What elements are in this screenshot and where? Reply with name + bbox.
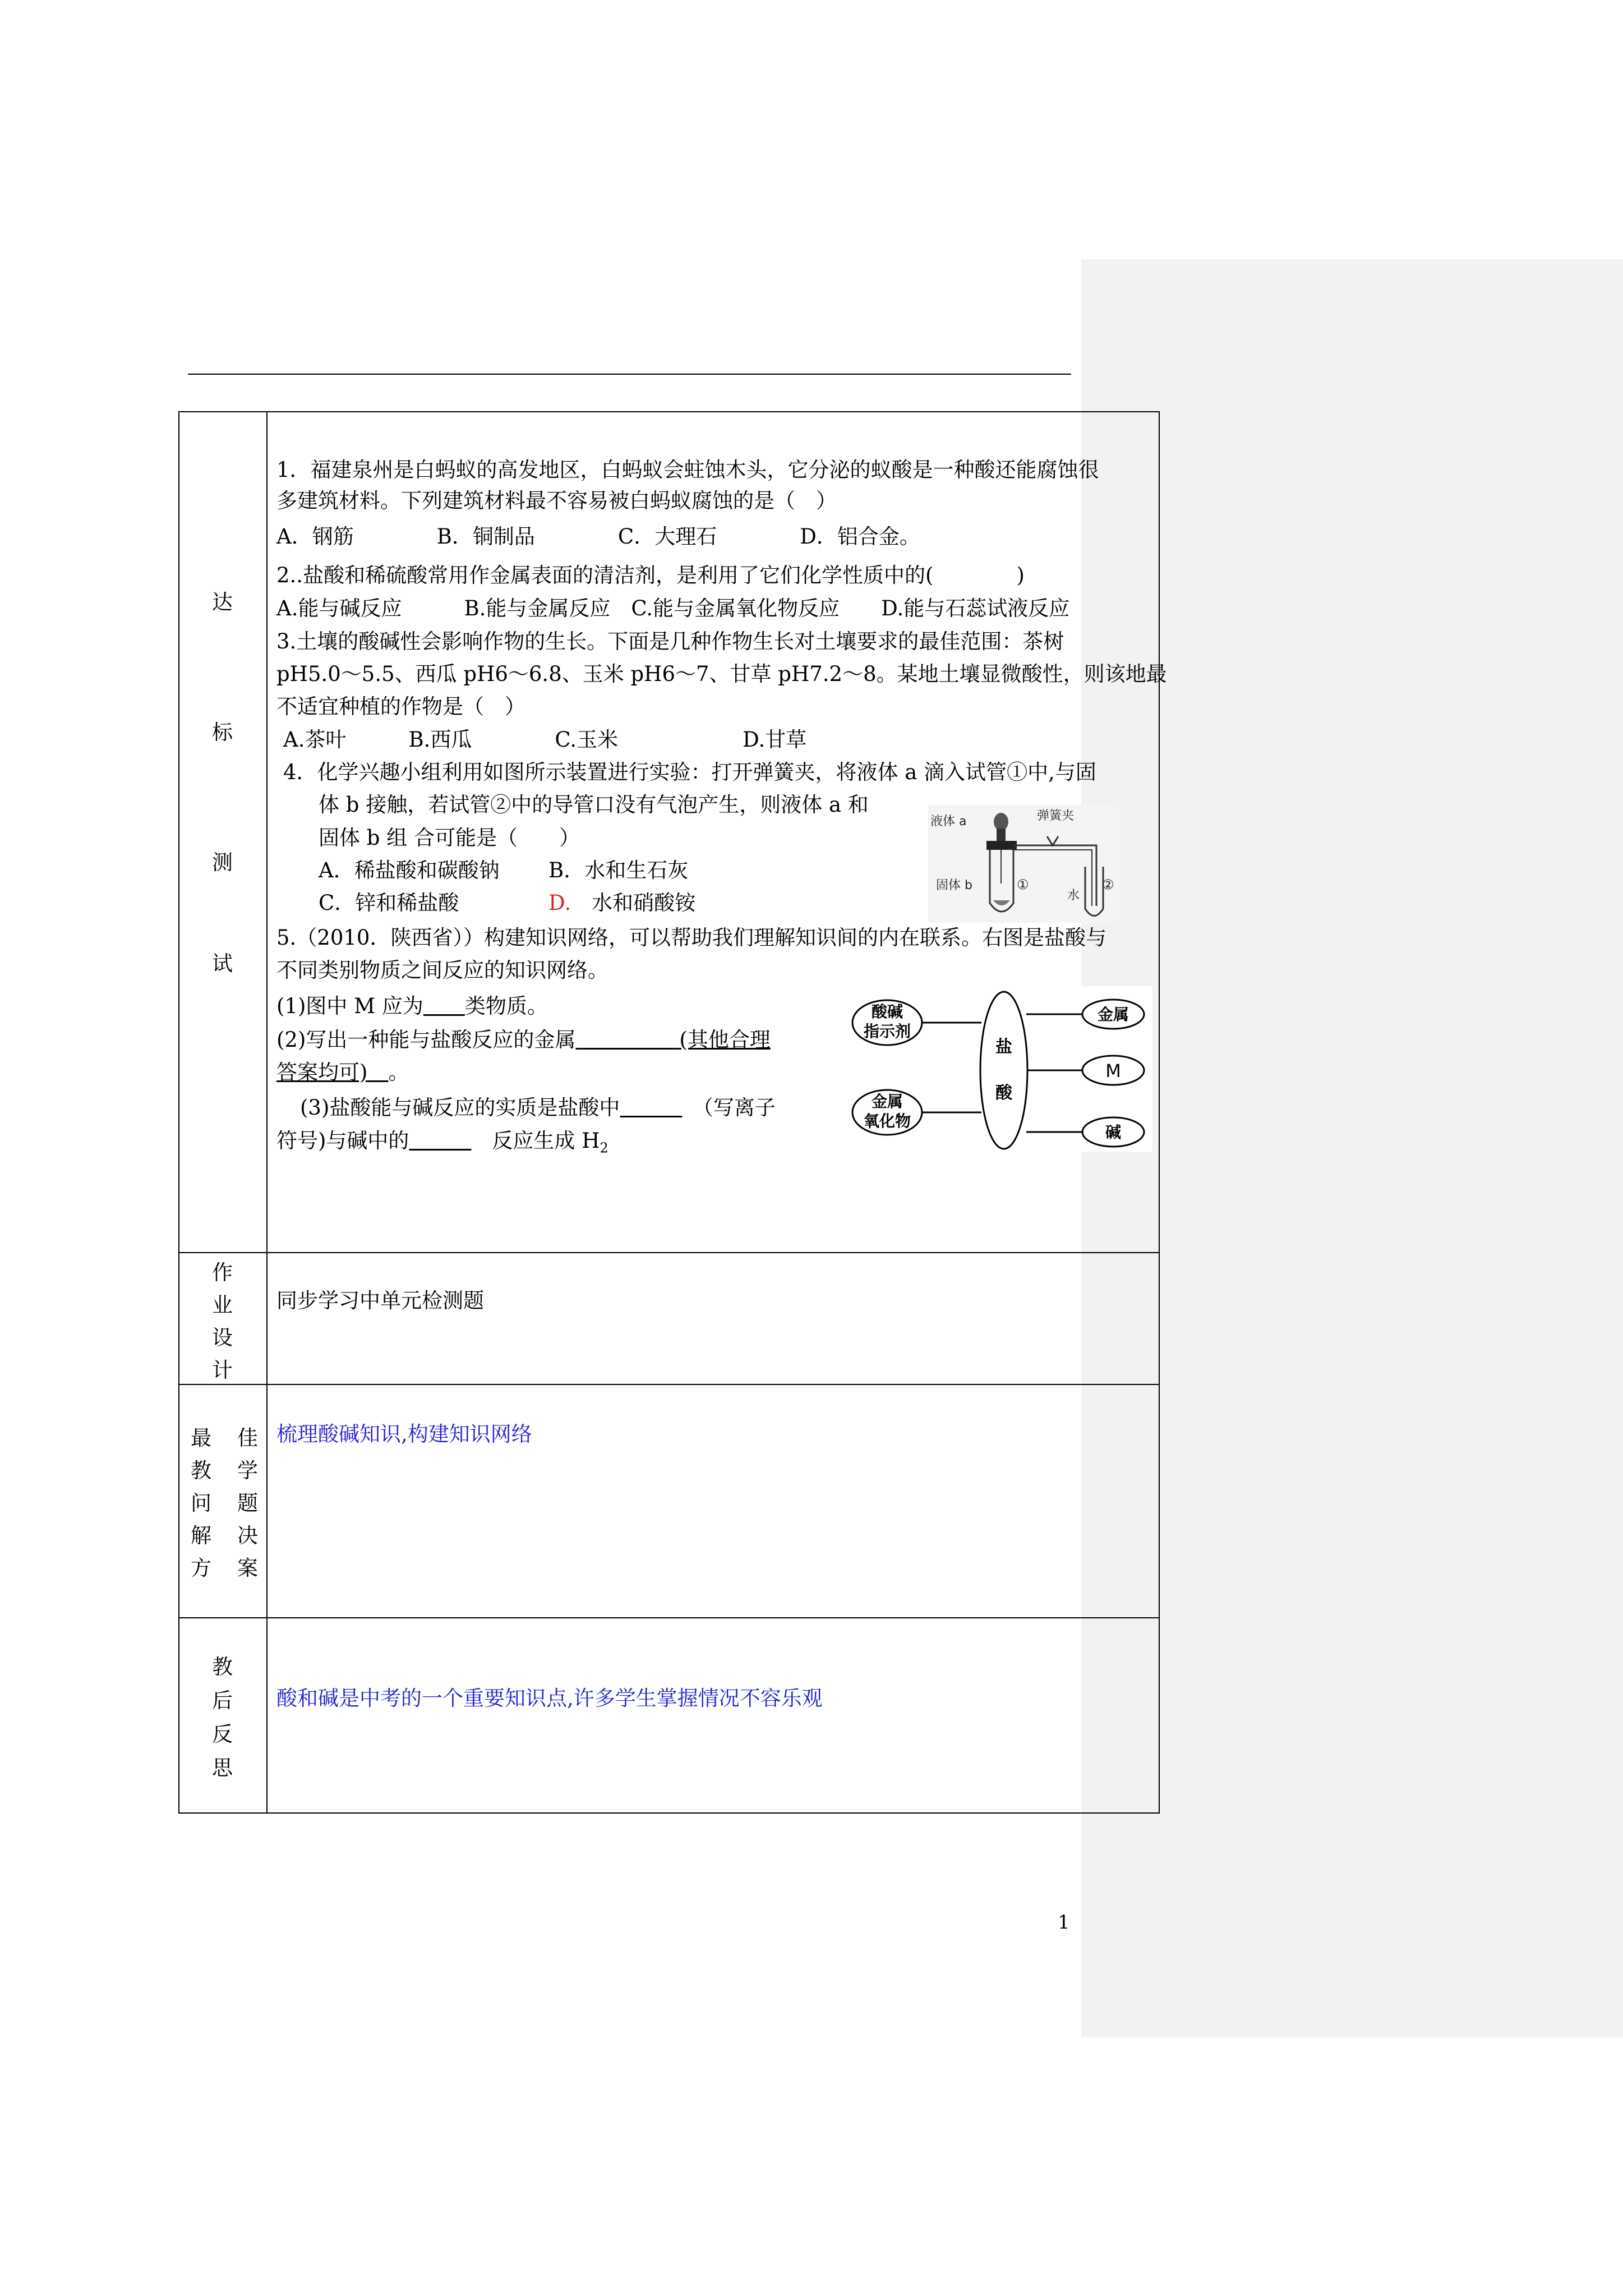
q4-answer-mark: D. <box>548 891 571 915</box>
svg-text:指示剂: 指示剂 <box>863 1022 911 1041</box>
table-row-divider <box>178 1617 1160 1618</box>
q2-options: A.能与碱反应 B.能与金属反应 C.能与金属氧化物反应 D.能与石蕊试液反应 <box>276 596 1070 620</box>
comment-sidebar <box>1081 259 1623 2037</box>
svg-text:氧化物: 氧化物 <box>863 1112 911 1130</box>
q5-sub2-cont: 答案均可) 。 <box>276 1060 409 1084</box>
page-number: 1 <box>1058 1911 1070 1934</box>
q3-options: A.茶叶 B.西瓜 C.玉米 D.甘草 <box>283 728 807 752</box>
table-row-divider <box>178 1252 1160 1253</box>
svg-text:金属: 金属 <box>871 1092 903 1111</box>
blank-ion[interactable] <box>620 1096 682 1120</box>
section-label-homework: 作 业 设 计 <box>212 1260 233 1382</box>
q4-option-c: C．锌和稀盐酸 <box>319 891 459 915</box>
node-hydrochloric-acid <box>980 992 1027 1149</box>
blank-metal[interactable] <box>575 1028 679 1052</box>
blank-m[interactable] <box>423 994 465 1018</box>
q5-sub3-cont: 符号)与碱中的 反应生成 $H_2$ <box>276 1129 608 1156</box>
svg-text:M: M <box>1105 1060 1121 1082</box>
q1-line1: 1．福建泉州是白蚂蚁的高发地区，白蚂蚁会蛀蚀木头，它分泌的蚁酸是一种酸还能腐蚀很 <box>276 458 1099 482</box>
q1-line2: 多建筑材料。下列建筑材料最不容易被白蚂蚁腐蚀的是（ ） <box>276 489 837 513</box>
header-rule <box>188 374 1071 375</box>
homework-text: 同步学习中单元检测题 <box>276 1289 484 1313</box>
table-row-divider <box>178 1384 1160 1385</box>
best-solution-text: 梳理酸碱知识,构建知识网络 <box>276 1422 532 1446</box>
q2-line1: 2..盐酸和稀硫酸常用作金属表面的清洁剂，是利用了它们化学性质中的( ) <box>276 563 1025 587</box>
q3-line3: 不适宜种植的作物是（ ） <box>276 694 525 719</box>
q4-option-b: B．水和生石灰 <box>548 858 689 882</box>
q5-sub3: (3)盐酸能与碱反应的实质是盐酸中 （写离子 <box>300 1096 776 1120</box>
q4-line2: 体 b 接触，若试管②中的导管口没有气泡产生，则液体 a 和 <box>319 793 869 817</box>
label-tube-2: ② <box>1102 877 1114 892</box>
reflection-text: 酸和碱是中考的一个重要知识点,许多学生掌握情况不容乐观 <box>276 1686 823 1710</box>
label-tube-1: ① <box>1017 877 1029 892</box>
svg-text:酸: 酸 <box>995 1083 1012 1103</box>
svg-text:盐: 盐 <box>995 1037 1012 1057</box>
label-clamp: 弹簧夹 <box>1037 809 1075 823</box>
q5-sub2: (2)写出一种能与盐酸反应的金属 (其他合理 <box>276 1028 771 1052</box>
section-label-test: 达 标 测 试 <box>212 590 233 976</box>
q5-line1: 5.（2010．陕西省））构建知识网络，可以帮助我们理解知识间的内在联系。右图是盐酸与 <box>276 926 1106 950</box>
q5-line2: 不同类别物质之间反应的知识网络。 <box>276 958 608 982</box>
blank-base-ion[interactable] <box>409 1129 471 1153</box>
q4-line3: 固体 b 组 合可能是（ ） <box>319 826 580 850</box>
q4-option-d: D. 水和硝酸铵 <box>548 891 696 915</box>
label-water: 水 <box>1067 889 1080 903</box>
q4-apparatus-figure <box>928 805 1119 923</box>
q4-line1: 4．化学兴趣小组利用如图所示装置进行实验：打开弹簧夹，将液体 a 滴入试管①中,与固 <box>283 760 1096 784</box>
q1-options: A．钢筋 B．铜制品 C．大理石 D．铝合金。 <box>276 524 920 549</box>
q3-line1: 3.土壤的酸碱性会影响作物的生长。下面是几种作物生长对土壤要求的最佳范围：茶树 <box>276 629 1064 654</box>
dropper-bulb <box>994 813 1008 831</box>
q4-option-a: A．稀盐酸和碳酸钠 <box>319 858 500 882</box>
svg-text:碱: 碱 <box>1105 1123 1122 1142</box>
label-liquid-a: 液体 a <box>930 815 967 829</box>
section-label-best-solution: 最 佳 教 学 问 题 解 决 方 案 <box>191 1426 258 1580</box>
section-label-reflection: 教 后 反 思 <box>212 1655 233 1780</box>
table-column-divider <box>266 411 268 1814</box>
stopper-1 <box>986 841 1017 850</box>
label-solid-b: 固体 b <box>936 878 972 892</box>
q3-line2: pH5.0～5.5、西瓜 pH6～6.8、玉米 pH6～7、甘草 pH7.2～8。某地土壤显微酸性，则该地最 <box>276 662 1167 686</box>
svg-text:金属: 金属 <box>1097 1005 1129 1024</box>
q5-sub1: (1)图中 M 应为 类物质。 <box>276 994 548 1018</box>
q5-knowledge-network <box>847 986 1152 1152</box>
svg-text:酸碱: 酸碱 <box>871 1002 903 1021</box>
